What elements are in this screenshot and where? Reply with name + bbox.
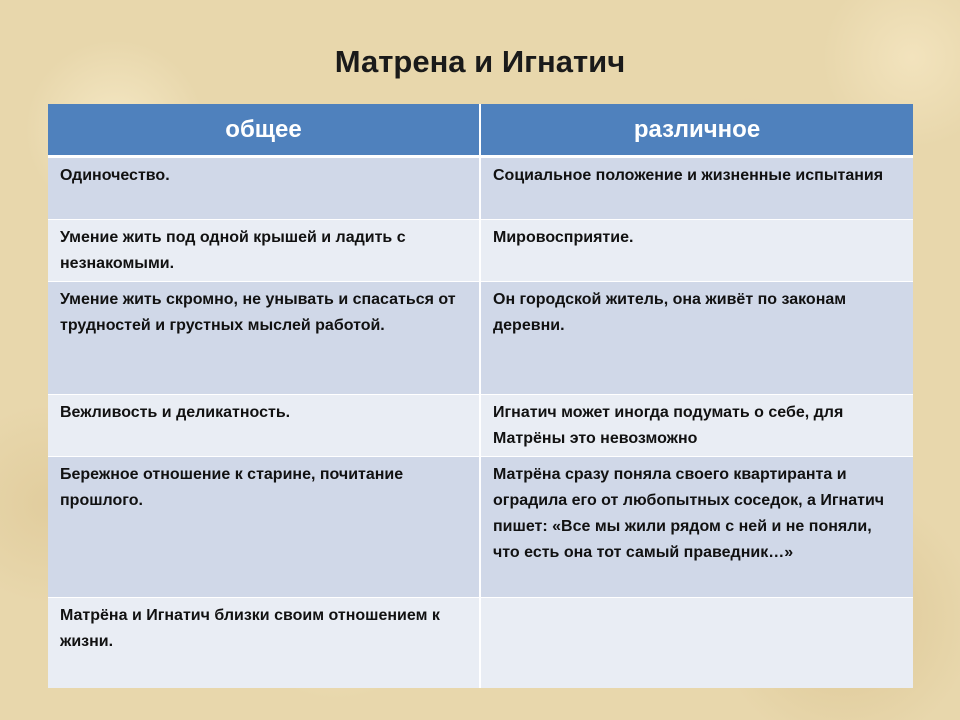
cell-different: Социальное положение и жизненные испытания: [480, 157, 913, 220]
cell-common: Матрёна и Игнатич близки своим отношением к жизни.: [48, 598, 480, 689]
table-row: [48, 157, 913, 220]
page-title: Матрена и Игнатич: [334, 44, 626, 79]
table-row: [48, 395, 913, 457]
header-common: общее: [48, 104, 480, 157]
table-row: [48, 220, 913, 282]
table-row: [48, 282, 913, 395]
cell-common: Одиночество.: [48, 157, 480, 220]
cell-common: Умение жить под одной крышей и ладить с незнакомыми.: [48, 220, 480, 282]
cell-different: Матрёна сразу поняла своего квартиранта и оградила его от любопытных соседок, а Игнатич пишет: «Все мы жили рядом с ней и не поняли, что есть она тот самый праведник…»: [480, 457, 913, 598]
comparison-table-container: [48, 104, 913, 688]
cell-common: Вежливость и деликатность.: [48, 395, 480, 457]
table-row: [48, 598, 913, 689]
cell-different: Мировосприятие.: [480, 220, 913, 282]
header-different: различное: [480, 104, 913, 157]
cell-different: [480, 598, 913, 689]
cell-common: Бережное отношение к старине, почитание прошлого.: [48, 457, 480, 598]
cell-different: Он городской житель, она живёт по законам деревни.: [480, 282, 913, 395]
cell-different: Игнатич может иногда подумать о себе, для Матрёны это невозможно: [480, 395, 913, 457]
table-header-row: [48, 104, 913, 157]
comparison-table: [48, 104, 913, 688]
cell-common: Умение жить скромно, не унывать и спасаться от трудностей и грустных мыслей работой.: [48, 282, 480, 395]
table-row: [48, 457, 913, 598]
